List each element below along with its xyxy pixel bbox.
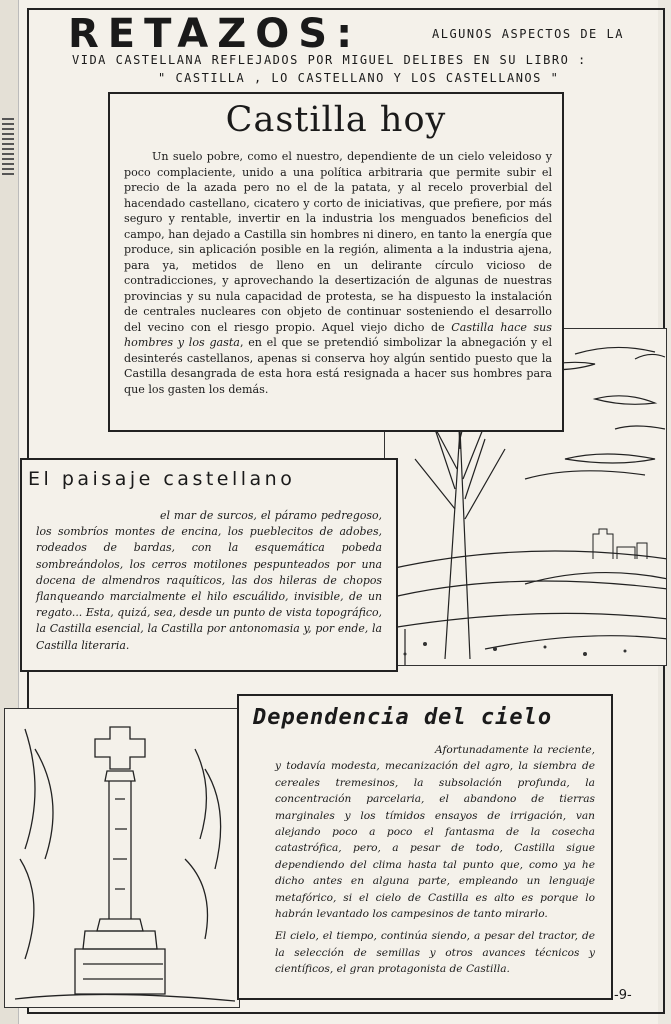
stone-cross-illustration [4, 708, 240, 1008]
castilla-hoy-text: Un suelo pobre, como el nuestro, dependiente de un cielo veleidoso y poco complaciente, unido a una política arbitraria que permite subir el precio de la azada pero no el de la patata, y al recelo proverbial del hacendado castellano, cicatero y corto de iniciativas, que prefiere, por más seguro y rentable, invertir en la industria los menguados beneficios del campo, han dejado a Castilla sin hombres ni dinero, en tanto la energía que produce, sin aplicación posible en la región, alimenta a la industria ajena, para ya, metidos de lleno en un delirante círculo vicioso de contradicciones, y aprovechando la desertización de algunas de nuestras provincias y su nula capacidad de protesta, se ha dispuesto la instalación de centrales nucleares con objeto de continuar sosteniendo el desarrollo del vecino con el riesgo propio. Aquel viejo dicho de [124, 150, 552, 334]
paisaje-section [20, 458, 398, 672]
dependencia-body [275, 742, 595, 984]
page-number: -9- [614, 988, 632, 1003]
subtitle-line-3: " CASTILLA , LO CASTELLANO Y LOS CASTELLANOS " [158, 71, 560, 85]
paisaje-body [36, 508, 382, 654]
castilla-hoy-body [124, 149, 552, 397]
binding-stitch [2, 115, 14, 175]
page-title: RETAZOS: [68, 11, 362, 57]
dependencia-paragraph-1: Afortunadamente la reciente, y todavía modesta, mecanización del agro, la siembra de cereales tremesinos, la subsolación profunda, la concentración parcelaria, el abandono de tierras marginales y los tímidos ensayos de irrigación, van alejando poco a poco el fantasma de la cosecha catastrófica, pero, a pesar de todo, Castilla sigue dependiendo del clima hasta tal punto que, como ya he dicho antes en alguna parte, empleando un lenguaje metafórico, si el cielo de Castilla es alto es porque lo habrán levantado los campesinos de tanto mirarlo. [275, 744, 595, 921]
castilla-hoy-title: Castilla hoy [225, 100, 447, 140]
paisaje-paragraph: el mar de surcos, el páramo pedregoso, los sombríos montes de encina, los pueblecitos de adobes, rodeados de bardas, con la esquemática pobeda sombreándolos, los cerros motilones pespunteados por una docena de almendros raquíticos, las dos hileras de chopos flanqueando marcialmente el hilo escuálido, invisible, de un regato... Esta, quizá, sea, desde un punto de vista topográfico, la Castilla esencial, la Castilla por antonomasia y, por ende, la Castilla literaria. [36, 509, 382, 652]
dependencia-section [237, 694, 613, 1000]
paisaje-title: El paisaje castellano [28, 468, 296, 490]
castilla-hoy-section [108, 92, 564, 432]
castilla-hoy-quote: Castilla hace sus hombres y los gasta [124, 320, 553, 349]
subtitle-line-1: ALGUNOS ASPECTOS DE LA [432, 27, 624, 41]
dependencia-title: Dependencia del cielo [253, 705, 553, 730]
dependencia-paragraph-2: El cielo, el tiempo, continúa siendo, a pesar del tractor, de la selección de semillas y otros avances técnicos y científicos, el gran protagonista de Castilla. [275, 930, 595, 976]
subtitle-line-2: VIDA CASTELLANA REFLEJADOS POR MIGUEL DELIBES EN SU LIBRO : [72, 53, 587, 67]
castilla-hoy-text-end: , en el que se pretendió simbolizar la abnegación y el desinterés castellanos, apenas si conserva hoy algún sentido puesto que la Castilla desangrada de esta hora está resignada a hacer sus hombres para que los gasten los demás. [124, 336, 552, 396]
